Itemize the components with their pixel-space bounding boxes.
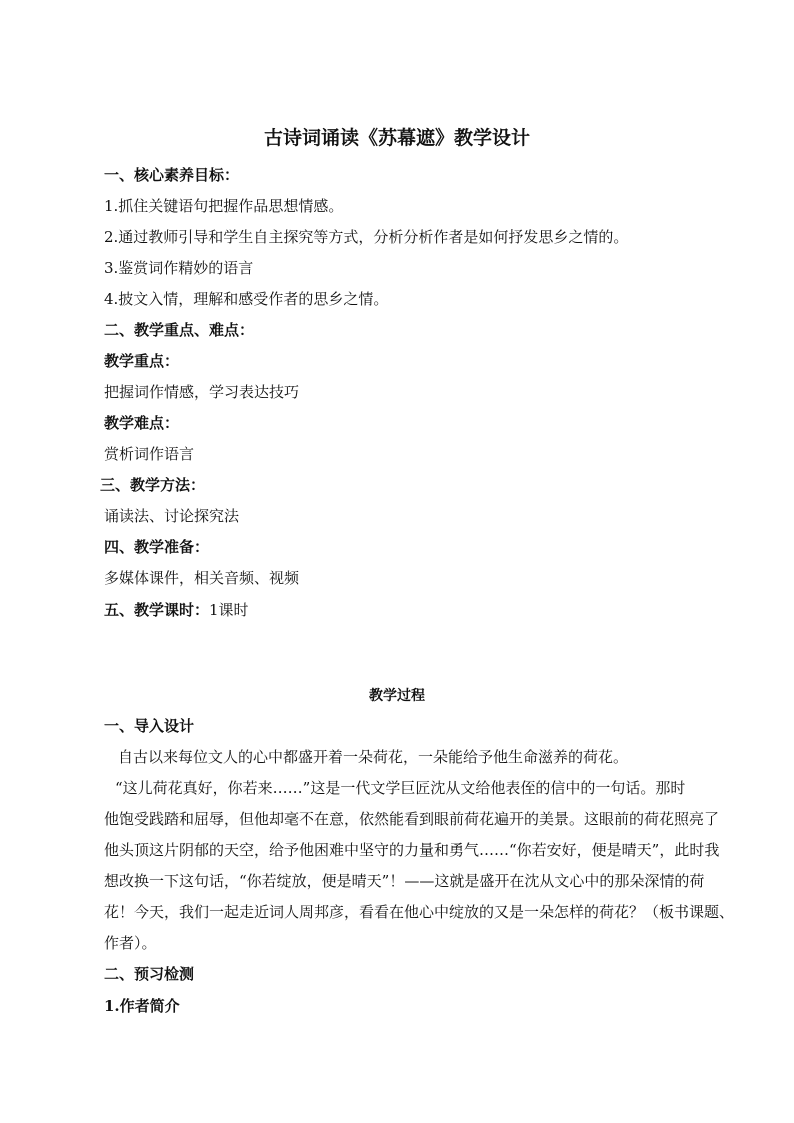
preparation-text: 多媒体课件，相关音频、视频 [104, 569, 300, 587]
section-1-heading: 一、核心素养目标： [104, 166, 240, 184]
section-5-line [104, 600, 249, 620]
intro-paragraph-2-line-2: 他饱受践踏和屈辱，但他却毫不在意，依然能看到眼前荷花遍开的美景。这眼前的荷花照亮了 [104, 810, 720, 828]
intro-paragraph-2-line-5: 花！今天，我们一起走近词人周邦彦，看看在他心中绽放的又是一朵怎样的荷花？（板书课题、 [104, 903, 735, 921]
intro-paragraph-2-line-6: 作者）。 [104, 934, 157, 952]
difficulties-text: 赏析词作语言 [104, 445, 195, 463]
intro-paragraph-2-line-3: 他头顶这片阴郁的天空，给予他困难中坚守的力量和勇气……“你若安好，便是晴天”，此时我 [104, 841, 720, 859]
objective-item-3: 3.鉴赏词作精妙的语言 [104, 259, 254, 277]
intro-paragraph-1: 自古以来每位文人的心中都盛开着一朵荷花，一朵能给予他生命滋养的荷花。 [118, 748, 629, 766]
difficulties-label: 教学难点： [104, 414, 180, 432]
section-2-heading: 二、教学重点、难点： [104, 321, 255, 339]
key-points-label: 教学重点： [104, 352, 180, 370]
section-5-value: 1课时 [209, 601, 249, 619]
intro-paragraph-2-line-4: 想改换一下这句话，“你若绽放，便是晴天”！——这就是盛开在沈从文心中的那朵深情的荷 [104, 872, 705, 890]
key-points-text: 把握词作情感，学习表达技巧 [104, 383, 300, 401]
section-5-label: 五、教学课时： [104, 601, 210, 619]
section-4-heading: 四、教学准备： [104, 538, 210, 556]
document-title: 古诗词诵读《苏幕遮》教学设计 [263, 127, 530, 149]
objective-item-4: 4.披文入情，理解和感受作者的思乡之情。 [104, 290, 389, 308]
methods-text: 诵读法、讨论探究法 [104, 507, 240, 525]
objective-item-1: 1.抓住关键语句把握作品思想情感。 [104, 197, 344, 215]
section-3-heading: 三、教学方法： [100, 476, 206, 494]
author-intro-subheading: 1.作者简介 [104, 997, 180, 1015]
process-title: 教学过程 [369, 688, 425, 704]
process-section-1-heading: 一、导入设计 [104, 717, 195, 735]
objective-item-2: 2.通过教师引导和学生自主探究等方式，分析分析作者是如何抒发思乡之情的。 [104, 228, 629, 246]
intro-paragraph-2-line-1: “这儿荷花真好，你若来……”这是一代文学巨匠沈从文给他表侄的信中的一句话。那时 [115, 779, 686, 797]
process-section-2-heading: 二、预习检测 [104, 965, 195, 983]
